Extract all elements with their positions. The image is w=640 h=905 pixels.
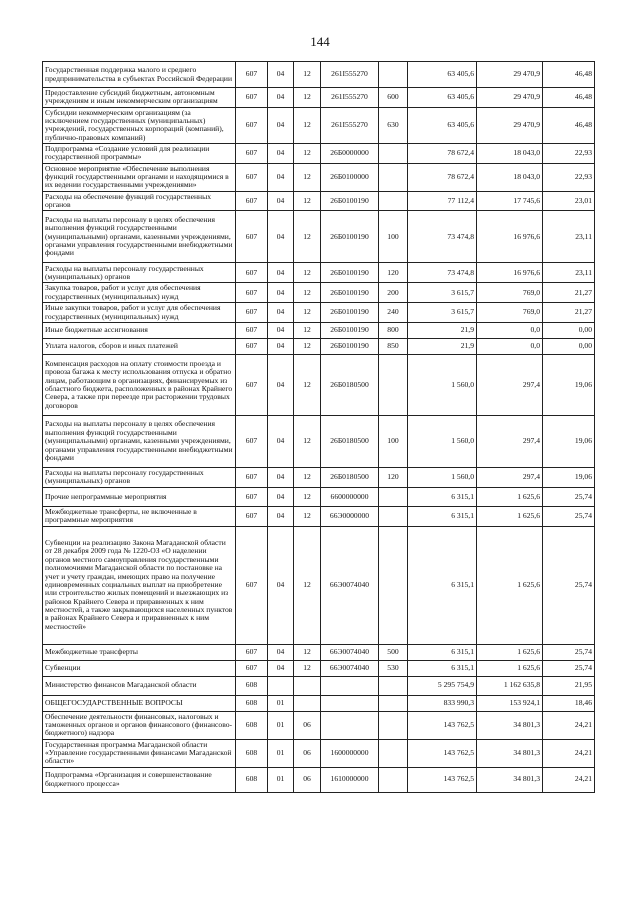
cell-pr: 12 [294, 644, 321, 660]
cell-pr: 12 [294, 163, 321, 191]
cell-pr: 12 [294, 62, 321, 88]
cell-csr: 26Б0100190 [321, 211, 379, 263]
cell-csr [321, 676, 379, 695]
cell-csr: 26Б0100190 [321, 322, 379, 338]
cell-rz: 04 [268, 144, 294, 164]
cell-pr: 12 [294, 338, 321, 354]
table-row [43, 191, 595, 211]
cell-plan: 21,9 [408, 322, 477, 338]
cell-vr: 120 [379, 467, 408, 487]
cell-csr [321, 711, 379, 739]
cell-csr: 26Б0180500 [321, 467, 379, 487]
cell-rz: 04 [268, 526, 294, 644]
cell-pct: 46,48 [543, 107, 595, 143]
table-row [43, 711, 595, 739]
table-row [43, 415, 595, 467]
cell-csr: 26Б0000000 [321, 144, 379, 164]
cell-csr: 261I555270 [321, 88, 379, 108]
table-row [43, 322, 595, 338]
table-row [43, 676, 595, 695]
table-row [43, 144, 595, 164]
cell-vr: 120 [379, 263, 408, 283]
cell-name: Обеспечение деятельности финансовых, налоговых и таможенных органов и органов финансового (финансово-бюджетного) надзора [43, 711, 236, 739]
cell-vr [379, 163, 408, 191]
table-row [43, 354, 595, 415]
cell-pct: 25,74 [543, 487, 595, 506]
cell-fact: 153 924,1 [477, 695, 543, 711]
cell-fact: 297,4 [477, 354, 543, 415]
table-row [43, 211, 595, 263]
cell-ved: 607 [236, 303, 268, 323]
table-row [43, 526, 595, 644]
cell-pct: 24,21 [543, 767, 595, 792]
cell-plan: 1 560,0 [408, 415, 477, 467]
cell-csr: 66Э0074040 [321, 660, 379, 676]
cell-plan: 143 762,5 [408, 711, 477, 739]
table-row [43, 263, 595, 283]
cell-rz: 01 [268, 739, 294, 767]
cell-rz: 01 [268, 695, 294, 711]
cell-csr: 66Э0074040 [321, 644, 379, 660]
cell-pr: 12 [294, 107, 321, 143]
cell-ved: 607 [236, 415, 268, 467]
cell-rz: 04 [268, 211, 294, 263]
cell-ved: 607 [236, 163, 268, 191]
cell-pct: 25,74 [543, 644, 595, 660]
cell-rz: 04 [268, 283, 294, 303]
cell-pct: 25,74 [543, 526, 595, 644]
cell-vr [379, 767, 408, 792]
cell-name: Межбюджетные трансферты, не включенные в программные мероприятия [43, 506, 236, 526]
cell-ved: 607 [236, 62, 268, 88]
cell-vr [379, 711, 408, 739]
cell-ved: 607 [236, 354, 268, 415]
cell-vr: 530 [379, 660, 408, 676]
table-row [43, 163, 595, 191]
table-row [43, 695, 595, 711]
cell-pr: 12 [294, 660, 321, 676]
cell-rz: 04 [268, 354, 294, 415]
cell-csr: 26Б0100190 [321, 303, 379, 323]
cell-fact: 1 625,6 [477, 506, 543, 526]
cell-vr: 100 [379, 211, 408, 263]
cell-name: Подпрограмма «Создание условий для реализации государственной программы» [43, 144, 236, 164]
cell-plan: 833 990,3 [408, 695, 477, 711]
table-row [43, 660, 595, 676]
cell-csr: 26Б0100190 [321, 191, 379, 211]
cell-csr: 26Б0100190 [321, 338, 379, 354]
cell-ved: 607 [236, 107, 268, 143]
cell-pct: 19,06 [543, 354, 595, 415]
cell-pct: 0,00 [543, 322, 595, 338]
cell-csr: 261I555270 [321, 62, 379, 88]
cell-ved: 607 [236, 322, 268, 338]
cell-pr: 12 [294, 303, 321, 323]
table-row [43, 283, 595, 303]
cell-pr: 12 [294, 211, 321, 263]
cell-pct: 21,95 [543, 676, 595, 695]
cell-rz: 04 [268, 62, 294, 88]
cell-pr: 06 [294, 767, 321, 792]
cell-csr [321, 695, 379, 711]
cell-plan: 6 315,1 [408, 660, 477, 676]
cell-csr: 26Б0100190 [321, 263, 379, 283]
cell-fact: 16 976,6 [477, 211, 543, 263]
cell-ved: 607 [236, 263, 268, 283]
cell-vr [379, 487, 408, 506]
cell-rz: 04 [268, 322, 294, 338]
cell-ved: 607 [236, 487, 268, 506]
cell-name: Подпрограмма «Организация и совершенствование бюджетного процесса» [43, 767, 236, 792]
cell-pr: 12 [294, 263, 321, 283]
cell-rz: 04 [268, 415, 294, 467]
cell-pr: 12 [294, 144, 321, 164]
cell-plan: 6 315,1 [408, 526, 477, 644]
cell-rz: 04 [268, 88, 294, 108]
cell-plan: 73 474,8 [408, 263, 477, 283]
cell-plan: 5 295 754,9 [408, 676, 477, 695]
cell-vr [379, 739, 408, 767]
cell-fact: 297,4 [477, 467, 543, 487]
cell-name: Расходы на выплаты персоналу в целях обеспечения выполнения функций государственными (муниципальными) органами, казенными учреждениями, органами управления государственными внебюджетными фондами [43, 211, 236, 263]
cell-plan: 77 112,4 [408, 191, 477, 211]
cell-pct: 23,11 [543, 211, 595, 263]
cell-ved: 607 [236, 660, 268, 676]
cell-plan: 63 405,6 [408, 107, 477, 143]
table-row [43, 88, 595, 108]
cell-pr: 12 [294, 88, 321, 108]
cell-rz: 04 [268, 303, 294, 323]
cell-plan: 1 560,0 [408, 467, 477, 487]
cell-vr [379, 526, 408, 644]
cell-vr: 100 [379, 415, 408, 467]
cell-rz: 01 [268, 711, 294, 739]
cell-ved: 607 [236, 88, 268, 108]
cell-fact: 29 470,9 [477, 62, 543, 88]
cell-plan: 6 315,1 [408, 487, 477, 506]
cell-vr [379, 676, 408, 695]
cell-pr: 12 [294, 467, 321, 487]
cell-pct: 21,27 [543, 283, 595, 303]
cell-name: Прочие непрограммные мероприятия [43, 487, 236, 506]
cell-pct: 24,21 [543, 711, 595, 739]
cell-vr [379, 144, 408, 164]
table-row [43, 487, 595, 506]
cell-name: Государственная поддержка малого и среднего предпринимательства в субъектах Российской Федерации [43, 62, 236, 88]
cell-csr: 26Б0100190 [321, 283, 379, 303]
cell-name: Государственная программа Магаданской области «Управление государственными финансами Магаданской области» [43, 739, 236, 767]
table-row [43, 467, 595, 487]
table-row [43, 107, 595, 143]
cell-csr: 6600000000 [321, 487, 379, 506]
page-number: 144 [310, 34, 330, 49]
cell-ved: 607 [236, 211, 268, 263]
cell-plan: 63 405,6 [408, 88, 477, 108]
cell-fact: 1 162 635,8 [477, 676, 543, 695]
cell-plan: 1 560,0 [408, 354, 477, 415]
cell-name: Предоставление субсидий бюджетным, автономным учреждениям и иным некоммерческим организациям [43, 88, 236, 108]
budget-table [42, 61, 595, 793]
cell-pct: 19,06 [543, 467, 595, 487]
cell-vr [379, 695, 408, 711]
cell-vr: 240 [379, 303, 408, 323]
cell-vr: 630 [379, 107, 408, 143]
cell-pct: 23,11 [543, 263, 595, 283]
cell-vr [379, 62, 408, 88]
cell-fact: 34 801,3 [477, 711, 543, 739]
cell-pct: 18,46 [543, 695, 595, 711]
cell-pct: 0,00 [543, 338, 595, 354]
cell-pr: 06 [294, 711, 321, 739]
cell-pr: 12 [294, 487, 321, 506]
cell-fact: 29 470,9 [477, 88, 543, 108]
cell-rz: 04 [268, 487, 294, 506]
cell-fact: 18 043,0 [477, 163, 543, 191]
cell-name: Закупка товаров, работ и услуг для обеспечения государственных (муниципальных) нужд [43, 283, 236, 303]
cell-pr: 12 [294, 506, 321, 526]
cell-pct: 19,06 [543, 415, 595, 467]
cell-ved: 608 [236, 711, 268, 739]
cell-plan: 3 615,7 [408, 283, 477, 303]
cell-fact: 1 625,6 [477, 644, 543, 660]
cell-name: ОБЩЕГОСУДАРСТВЕННЫЕ ВОПРОСЫ [43, 695, 236, 711]
cell-name: Министерство финансов Магаданской области [43, 676, 236, 695]
cell-csr: 66Э0000000 [321, 506, 379, 526]
cell-name: Иные закупки товаров, работ и услуг для обеспечения государственных (муниципальных) нужд [43, 303, 236, 323]
cell-pct: 25,74 [543, 660, 595, 676]
cell-name: Субсидии некоммерческим организациям (за исключением государственных (муниципальных) учреждений, государственных корпораций (компаний), публично-правовых компаний) [43, 107, 236, 143]
cell-fact: 34 801,3 [477, 767, 543, 792]
table-row [43, 62, 595, 88]
cell-ved: 607 [236, 506, 268, 526]
cell-rz: 04 [268, 107, 294, 143]
cell-pr: 12 [294, 283, 321, 303]
cell-rz: 04 [268, 338, 294, 354]
cell-rz: 04 [268, 660, 294, 676]
cell-name: Межбюджетные трансферты [43, 644, 236, 660]
cell-plan: 143 762,5 [408, 767, 477, 792]
cell-rz: 04 [268, 263, 294, 283]
cell-plan: 73 474,8 [408, 211, 477, 263]
cell-rz: 04 [268, 467, 294, 487]
cell-rz: 01 [268, 767, 294, 792]
cell-name: Расходы на выплаты персоналу в целях обеспечения выполнения функций государственными (муниципальными) органами, казенными учреждениями, органами управления государственными внебюджетными фондами [43, 415, 236, 467]
cell-csr: 261I555270 [321, 107, 379, 143]
cell-name: Уплата налогов, сборов и иных платежей [43, 338, 236, 354]
cell-fact: 0,0 [477, 322, 543, 338]
cell-fact: 0,0 [477, 338, 543, 354]
cell-vr [379, 191, 408, 211]
cell-plan: 6 315,1 [408, 506, 477, 526]
cell-name: Иные бюджетные ассигнования [43, 322, 236, 338]
table-row [43, 767, 595, 792]
cell-vr [379, 354, 408, 415]
cell-pr: 12 [294, 322, 321, 338]
cell-vr: 200 [379, 283, 408, 303]
cell-pct: 25,74 [543, 506, 595, 526]
cell-vr: 800 [379, 322, 408, 338]
cell-vr: 500 [379, 644, 408, 660]
cell-fact: 1 625,6 [477, 487, 543, 506]
cell-name: Компенсация расходов на оплату стоимости проезда и провоза багажа к месту использования отпуска и обратно лицам, работающим в организациях, финансируемых из областного бюджета, расположенных в районах Крайнего Севера, а также при переезде при расторжении трудовых договоров [43, 354, 236, 415]
cell-fact: 1 625,6 [477, 660, 543, 676]
cell-pct: 23,01 [543, 191, 595, 211]
cell-plan: 78 672,4 [408, 163, 477, 191]
cell-ved: 608 [236, 739, 268, 767]
cell-rz: 04 [268, 644, 294, 660]
cell-pct: 21,27 [543, 303, 595, 323]
cell-ved: 607 [236, 644, 268, 660]
cell-name: Расходы на выплаты персоналу государственных (муниципальных) органов [43, 467, 236, 487]
cell-pr: 12 [294, 191, 321, 211]
cell-pr [294, 676, 321, 695]
table-row [43, 338, 595, 354]
cell-pct: 22,93 [543, 163, 595, 191]
cell-rz [268, 676, 294, 695]
cell-ved: 607 [236, 283, 268, 303]
cell-name: Основное мероприятие «Обеспечение выполнения функций государственными органами и находящимися в их ведении государственными учреждениями» [43, 163, 236, 191]
cell-fact: 16 976,6 [477, 263, 543, 283]
cell-plan: 143 762,5 [408, 739, 477, 767]
cell-csr: 1600000000 [321, 739, 379, 767]
cell-rz: 04 [268, 506, 294, 526]
cell-fact: 18 043,0 [477, 144, 543, 164]
cell-vr: 850 [379, 338, 408, 354]
cell-vr: 600 [379, 88, 408, 108]
cell-csr: 26Б0180500 [321, 354, 379, 415]
cell-ved: 608 [236, 695, 268, 711]
cell-fact: 1 625,6 [477, 526, 543, 644]
cell-fact: 297,4 [477, 415, 543, 467]
cell-plan: 3 615,7 [408, 303, 477, 323]
cell-fact: 29 470,9 [477, 107, 543, 143]
cell-name: Расходы на обеспечение функций государственных органов [43, 191, 236, 211]
table-row [43, 644, 595, 660]
cell-ved: 607 [236, 467, 268, 487]
cell-name: Расходы на выплаты персоналу государственных (муниципальных) органов [43, 263, 236, 283]
cell-csr: 26Б0100000 [321, 163, 379, 191]
cell-fact: 34 801,3 [477, 739, 543, 767]
cell-ved: 608 [236, 676, 268, 695]
cell-pct: 46,48 [543, 62, 595, 88]
cell-csr: 1610000000 [321, 767, 379, 792]
cell-name: Субвенции на реализацию Закона Магаданской области от 28 декабря 2009 года № 1220-ОЗ «О наделении органов местного самоуправления государственными полномочиями Магаданской области по постановке на учет и учету граждан, имеющих право на получение единовременных социальных выплат на приобретение или строительство жилых помещений и выезжающих из районов Крайнего Севера и приравненных к ним местностей, а также закрывающихся населенных пунктов в районах Крайнего Севера и приравненных к ним местностей» [43, 526, 236, 644]
cell-pct: 22,93 [543, 144, 595, 164]
cell-fact: 17 745,6 [477, 191, 543, 211]
cell-plan: 6 315,1 [408, 644, 477, 660]
cell-ved: 608 [236, 767, 268, 792]
cell-ved: 607 [236, 144, 268, 164]
table-row [43, 739, 595, 767]
cell-pr [294, 695, 321, 711]
cell-vr [379, 506, 408, 526]
cell-pr: 12 [294, 415, 321, 467]
cell-pct: 46,48 [543, 88, 595, 108]
cell-ved: 607 [236, 526, 268, 644]
cell-pr: 12 [294, 526, 321, 644]
cell-pct: 24,21 [543, 739, 595, 767]
cell-fact: 769,0 [477, 283, 543, 303]
cell-csr: 66Э0074040 [321, 526, 379, 644]
table-row [43, 303, 595, 323]
cell-pr: 12 [294, 354, 321, 415]
cell-fact: 769,0 [477, 303, 543, 323]
cell-plan: 21,9 [408, 338, 477, 354]
cell-plan: 63 405,6 [408, 62, 477, 88]
cell-name: Субвенции [43, 660, 236, 676]
table-row [43, 506, 595, 526]
cell-ved: 607 [236, 191, 268, 211]
cell-rz: 04 [268, 191, 294, 211]
cell-pr: 06 [294, 739, 321, 767]
cell-csr: 26Б0180500 [321, 415, 379, 467]
cell-plan: 78 672,4 [408, 144, 477, 164]
cell-rz: 04 [268, 163, 294, 191]
cell-ved: 607 [236, 338, 268, 354]
